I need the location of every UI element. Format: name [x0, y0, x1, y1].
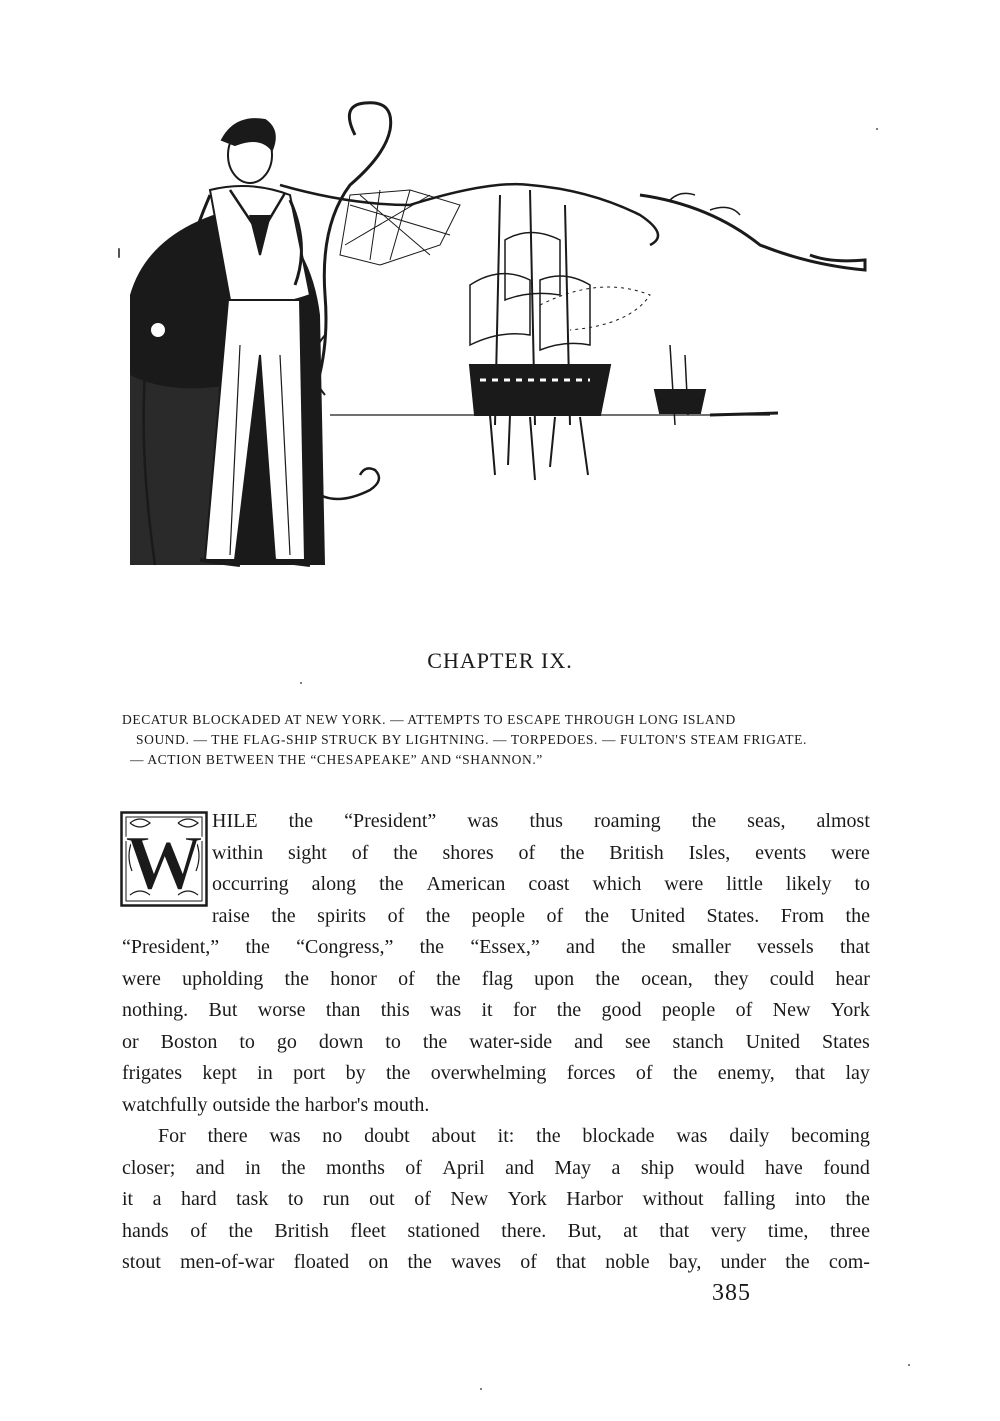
synopsis-line: — ACTION BETWEEN THE “CHESAPEAKE” AND “SHANNON.” — [130, 752, 543, 767]
text-line: HILE the “President” was thus roaming the seas, almost — [212, 810, 870, 832]
paragraph-2 — [122, 1121, 870, 1279]
print-speck — [908, 1364, 910, 1366]
chapter-synopsis — [122, 710, 870, 770]
paragraph-1 — [122, 806, 870, 1121]
text-line: occurring along the American coast which were little likely to — [212, 873, 870, 895]
text-line: “President,” the “Congress,” the “Essex,” and the smaller vessels that — [122, 936, 870, 958]
synopsis-line: SOUND. — THE FLAG-SHIP STRUCK BY LIGHTNING. — TORPEDOES. — FULTON'S STEAM FRIGATE. — [136, 732, 807, 747]
body-text — [122, 806, 870, 1279]
print-speck — [300, 682, 302, 684]
text-line: stout men-of-war floated on the waves of that noble bay, under the com- — [122, 1251, 870, 1273]
print-speck — [118, 248, 120, 258]
print-speck — [876, 128, 878, 130]
text-line: raise the spirits of the people of the United States. From the — [212, 904, 870, 927]
text-line: were upholding the honor of the flag upon the ocean, they could hear — [122, 967, 870, 990]
chapter-title: CHAPTER IX. — [427, 648, 573, 673]
synopsis-line: DECATUR BLOCKADED AT NEW YORK. — ATTEMPTS TO ESCAPE THROUGH LONG ISLAND — [122, 712, 736, 727]
text-line: it a hard task to run out of New York Harbor without falling into the — [122, 1188, 870, 1210]
drop-cap-letter: W — [125, 819, 203, 906]
text-line: or Boston to go down to the water-side and see stanch United States — [122, 1030, 870, 1053]
text-line: within sight of the shores of the British Isles, events were — [212, 841, 870, 864]
ornamental-scroll — [280, 103, 865, 499]
text-line: hands of the British fleet stationed there. But, at that very time, three — [122, 1219, 870, 1242]
page-number: 385 — [712, 1280, 751, 1306]
print-speck — [480, 1388, 482, 1390]
chapter-illustration — [110, 95, 880, 585]
text-line: For there was no doubt about it: the blockade was daily becoming — [158, 1125, 870, 1147]
text-line: frigates kept in port by the overwhelming forces of the enemy, that lay — [122, 1062, 870, 1084]
text-line: watchfully outside the harbor's mouth. — [122, 1093, 430, 1116]
text-line: nothing. But worse than this was it for the good people of New York — [122, 999, 870, 1021]
text-line: closer; and in the months of April and May a ship would have found — [122, 1156, 870, 1179]
